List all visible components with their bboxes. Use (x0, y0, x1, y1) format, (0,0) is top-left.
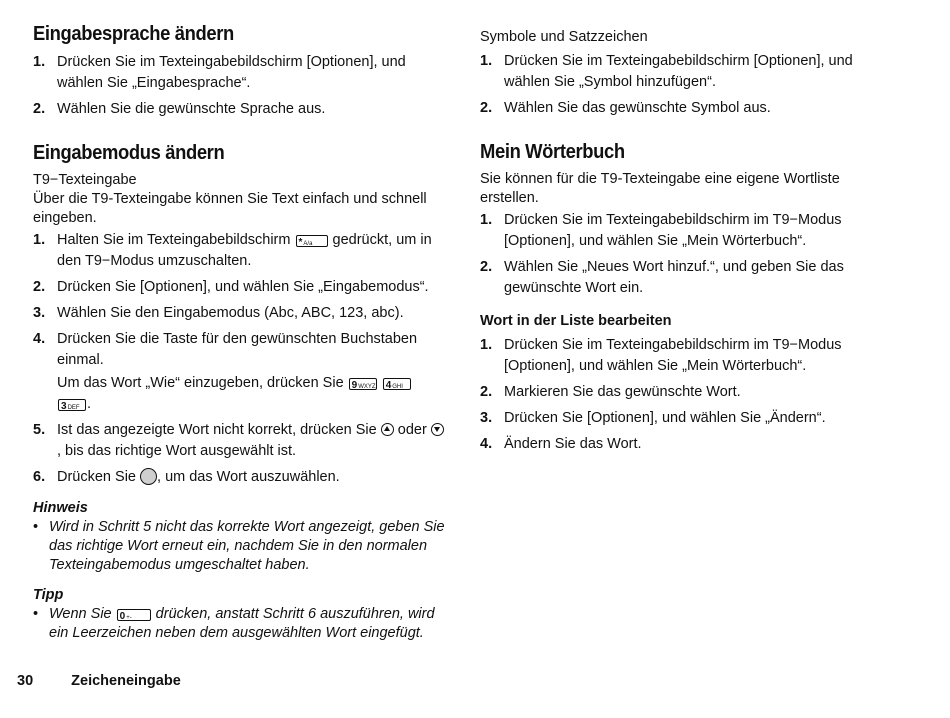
step-number: 4. (480, 436, 493, 452)
step-number: 1. (480, 337, 493, 353)
center-key-icon (140, 468, 157, 485)
step-text: , um das Wort auszuwählen. (157, 469, 340, 485)
step (480, 434, 900, 455)
step-text: , bis das richtige Wort ausgewählt ist. (57, 443, 297, 459)
left-column (33, 22, 445, 643)
chapter-name: Zeicheneingabe (71, 673, 181, 689)
step-text: Wählen Sie die gewünschte Sprache aus. (57, 101, 326, 117)
nav-up-icon (381, 423, 394, 436)
step-number: 2. (33, 279, 46, 295)
step-number: 2. (480, 384, 493, 400)
bullet-icon: • (33, 606, 39, 622)
steps-input-language (33, 52, 445, 120)
step-number: 2. (480, 259, 493, 275)
key-3-icon: 3DEF (58, 399, 86, 411)
step-text: Wählen Sie „Neues Wort hinzuf.“, und geben Sie das gewünschte Wort ein. (504, 259, 844, 296)
step-text: Drücken Sie [Optionen], und wählen Sie „Ändern“. (504, 410, 826, 426)
hint-note: • Wird in Schritt 5 nicht das korrekte Wort angezeigt, geben Sie das richtige Wort erneut ein, nachdem Sie in den normalen Texteingabemodus umgeschaltet haben. (33, 519, 445, 573)
key-0-icon: 0+- (117, 609, 151, 621)
step (33, 303, 445, 324)
step-example: Um das Wort „Wie“ einzugeben, drücken Sie 9WXYZ 4GHI 3DEF . (57, 373, 445, 415)
step-text: gedrückt, um in den T9−Modus umzuschalten. (57, 232, 432, 269)
step-number: 2. (480, 100, 493, 116)
step (33, 467, 445, 488)
star-key-icon: *A/a (296, 235, 328, 247)
step-number: 1. (480, 212, 493, 228)
step-text: Wählen Sie den Eingabemodus (Abc, ABC, 123, abc). (57, 305, 404, 321)
page-footer (17, 673, 181, 689)
step-number: 5. (33, 422, 46, 438)
steps-edit-word (480, 335, 900, 455)
steps-dictionary (480, 210, 900, 299)
step-number: 1. (33, 54, 46, 70)
page-number: 30 (17, 673, 34, 689)
step (480, 408, 900, 429)
step (33, 52, 445, 94)
step (480, 335, 900, 377)
step-number: 3. (480, 410, 493, 426)
step-number: 1. (33, 232, 46, 248)
step (480, 382, 900, 403)
right-column (480, 22, 900, 460)
hint-title: Hinweis (33, 500, 88, 516)
step (33, 277, 445, 298)
step-text: Wählen Sie das gewünschte Symbol aus. (504, 100, 771, 116)
tip-title: Tipp (33, 587, 64, 603)
step (33, 329, 445, 415)
step-number: 1. (480, 53, 493, 69)
step-text: Drücken Sie im Texteingabebildschirm [Optionen], und wählen Sie „Symbol hinzufügen“. (504, 53, 853, 90)
section-title-input-language: Eingabesprache ändern (33, 23, 234, 45)
step-number: 4. (33, 331, 46, 347)
step (33, 230, 445, 272)
step (480, 257, 900, 299)
step-text: Ändern Sie das Wort. (504, 436, 642, 452)
step (480, 98, 900, 119)
step: 5. Ist das angezeigte Wort nicht korrekt, drücken Sie oder , bis das richtige Wort ausgewählt ist. (33, 420, 445, 462)
step-text: Markieren Sie das gewünschte Wort. (504, 384, 741, 400)
step-text: Drücken Sie [Optionen], und wählen Sie „Eingabemodus“. (57, 279, 429, 295)
steps-symbols (480, 51, 900, 119)
step-number: 3. (33, 305, 46, 321)
step-text: Drücken Sie die Taste für den gewünschten Buchstaben einmal. (57, 331, 418, 368)
key-9-icon: 9WXYZ (349, 378, 377, 390)
step-text: Halten Sie im Texteingabebildschirm (57, 232, 291, 248)
step (33, 99, 445, 120)
step-text: Ist das angezeigte Wort nicht korrekt, drücken Sie (57, 422, 377, 438)
key-4-icon: 4GHI (383, 378, 411, 390)
steps-input-mode (33, 230, 445, 488)
bullet-icon: • (33, 519, 39, 535)
section-title-input-mode: Eingabemodus ändern (33, 142, 225, 164)
subsection-title-t9: T9−Texteingabe (33, 172, 137, 188)
nav-down-icon (431, 423, 444, 436)
subsection-title-symbols: Symbole und Satzzeichen (480, 29, 648, 45)
t9-intro: Über die T9-Texteingabe können Sie Text einfach und schnell eingeben. (33, 191, 427, 226)
step-number: 2. (33, 101, 46, 117)
section-title-dictionary: Mein Wörterbuch (480, 141, 625, 163)
subsection-title-edit-word: Wort in der Liste bearbeiten (480, 313, 672, 329)
step-number: 6. (33, 469, 46, 485)
step (480, 210, 900, 252)
step (480, 51, 900, 93)
step-text: Drücken Sie im Texteingabebildschirm im T9−Modus [Optionen], und wählen Sie „Mein Wörterbuch“. (504, 212, 842, 249)
dictionary-intro: Sie können für die T9-Texteingabe eine eigene Wortliste erstellen. (480, 171, 840, 206)
step-text: Drücken Sie im Texteingabebildschirm [Optionen], und wählen Sie „Eingabesprache“. (57, 54, 406, 91)
step-text: Drücken Sie im Texteingabebildschirm im T9−Modus [Optionen], und wählen Sie „Mein Wörterbuch“. (504, 337, 842, 374)
tip-note: • Wenn Sie 0+- drücken, anstatt Schritt 6 auszuführen, wird ein Leerzeichen neben dem ausgewählten Wort eingefügt. (33, 606, 435, 641)
step-text: Drücken Sie (57, 469, 136, 485)
